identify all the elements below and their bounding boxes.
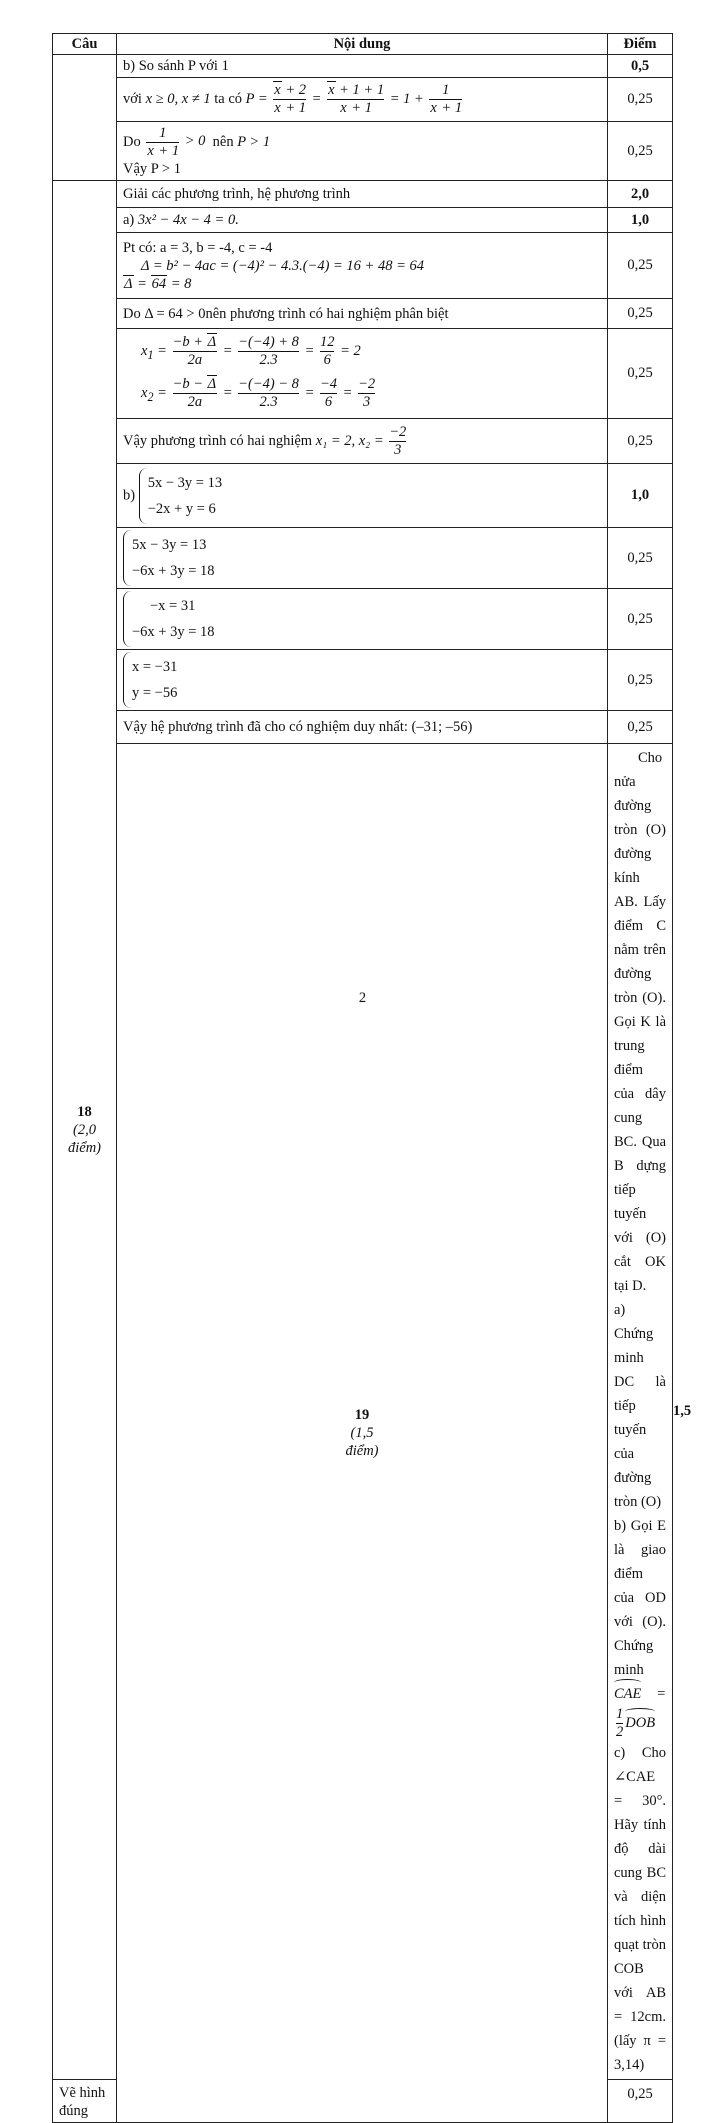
q18-sys4 — [117, 650, 608, 711]
q18-delta-positive: Do Δ = 64 > 0nên phương trình có hai nghiệm phân biệt — [117, 299, 608, 329]
q18-number-cell: 18 (2,0 điểm) — [53, 181, 117, 2080]
q18-roots: $x_1$ = $\frac{-b + \Delta}{2a}$ = $\frac{-(-4) + 8}{2.3}$ = $\frac{12}{6}$ = 2 $x_2$ = $\frac{-b - \Delta}{2a}$ = $\frac{-(-4) - 8}{2.3}$ = $\frac{-4}{6}$ = $\frac{-2}{3}$ — [117, 329, 608, 419]
q17-part-b-title: b) So sánh P với 1 — [117, 55, 608, 78]
q18-sys3-score: 0,25 — [608, 589, 673, 650]
page-number: 2 — [358, 990, 367, 1006]
q19-statement-cell — [608, 744, 673, 2080]
system-of-equations: 5x − 3y = 13 −6x + 3y = 18 — [123, 530, 215, 586]
col-question-header: Câu — [53, 34, 117, 55]
q19-number-cell: 19 (1,5 điểm) — [117, 744, 608, 2123]
q18-part-a-score: 1,0 — [608, 208, 673, 233]
q18-conclusion-a-score: 0,25 — [608, 419, 673, 464]
table-row — [53, 122, 673, 181]
system-of-equations: −x = 31 −6x + 3y = 18 — [123, 591, 215, 647]
q18-part-a: a) 3x² − 4x − 4 = 0. — [117, 208, 608, 233]
q18-delta-score: 0,25 — [608, 233, 673, 299]
table-row — [53, 208, 673, 233]
q18-sys2-score: 0,25 — [608, 528, 673, 589]
q17-part-b-score: 0,5 — [608, 55, 673, 78]
system-of-equations: 5x − 3y = 13 −2x + y = 6 — [139, 468, 222, 524]
q18-number: 18 — [77, 1104, 92, 1120]
q17-step2-score: 0,25 — [608, 122, 673, 181]
table-row — [53, 589, 673, 650]
table-row — [53, 650, 673, 711]
q18-part-b-score: 1,0 — [608, 464, 673, 528]
table-row — [53, 78, 673, 122]
q18-delta-calc: Pt có: a = 3, b = -4, c = -4 Δ = b² − 4ac = (−4)² − 4.3.(−4) = 16 + 48 = 64 Δ = 64 = 8 — [117, 233, 608, 299]
q18-intro-score: 2,0 — [608, 181, 673, 208]
table-row — [53, 55, 673, 78]
table-row — [53, 329, 673, 419]
q18-conclusion-a: Vậy phương trình có hai nghiệm x₁ = 2, x₂ = $\frac{-2}{3}$ — [117, 419, 608, 464]
q17-step1-score: 0,25 — [608, 78, 673, 122]
q17-step1: với x ≥ 0, x ≠ 1 ta có P = $\frac{x + 2}{x + 1}$ = $\frac{x + 1 + 1}{x + 1}$ = 1 + $\frac{1}{x + 1}$ — [117, 78, 608, 122]
q18-intro: Giải các phương trình, hệ phương trình — [117, 181, 608, 208]
q18-part-b: b) 5x − 3y = 13 −2x + y = 6 — [117, 464, 608, 528]
table-row — [53, 299, 673, 329]
table-row — [53, 181, 673, 208]
table-row — [53, 528, 673, 589]
q18-roots-score: 0,25 — [608, 329, 673, 419]
q19-part-a: a) Chứng minh DC là tiếp tuyến của đường tròn (O) — [614, 1302, 666, 1510]
q17-conclusion: Vậy P > 1 — [123, 160, 181, 177]
q18-sys2 — [117, 528, 608, 589]
table-row: 19 (1,5 điểm) Cho nửa đường tròn (O) đường kính AB. Lấy điểm C nằm trên đường tròn (O). Gọi K là trung điểm của dây cung BC. Qua B dựng tiếp tuyến với (O) cắt OK tại D. a) Chứng minh DC là tiếp tuyến của đường tròn (O) b) Gọi E là giao điểm của OD với (O). Chứng minh CAE = $\frac{1}{2}$ DOB c) Cho ∠CAE = 30°. Hãy tính độ dài cung BC và diện tích hình quạt tròn COB với AB = 12cm. (lấy π = 3,14) 1,5 — [53, 744, 673, 2080]
table-header-row — [53, 34, 673, 55]
q17-step1-condition: x ≥ 0, x ≠ 1 — [145, 90, 211, 107]
col-score-header: Điểm — [608, 34, 673, 55]
q19-drawing: Vẽ hình đúng — [53, 2080, 117, 2123]
table-row — [53, 233, 673, 299]
q18-conclusion-b: Vậy hệ phương trình đã cho có nghiệm duy nhất: (–31; –56) — [117, 711, 608, 744]
q18-delta-positive-score: 0,25 — [608, 299, 673, 329]
system-of-equations: x = −31 y = −56 — [123, 652, 177, 708]
q19-part-c: c) Cho ∠CAE = 30°. Hãy tính độ dài cung BC và diện tích hình quạt tròn COB với AB = 12cm. (lấy π = 3,14) — [614, 1745, 666, 2073]
table-row — [53, 711, 673, 744]
q17-step2: Do $\frac{1}{x + 1}$ > 0 nên P > 1 Vậy P > 1 — [117, 122, 608, 181]
q17-number-cell — [53, 55, 117, 181]
q18-conclusion-b-score: 0,25 — [608, 711, 673, 744]
q17-p-formula: P = $\frac{x + 2}{x + 1}$ = $\frac{x + 1 + 1}{x + 1}$ = 1 + $\frac{1}{x + 1}$ — [245, 82, 463, 116]
q19-drawing-score: 0,25 — [608, 2080, 673, 2123]
grading-table — [52, 33, 692, 2123]
q18-sys4-score: 0,25 — [608, 650, 673, 711]
q19-number: 19 — [354, 1407, 370, 1423]
table-row — [53, 464, 673, 528]
q18-sys3 — [117, 589, 608, 650]
col-content-header: Nội dung — [117, 34, 608, 55]
table-row — [53, 419, 673, 464]
q19-part-b: b) Gọi E là giao điểm của OD với (O). Chứng minh CAE = $\frac{1}{2}$ DOB — [614, 1518, 666, 1740]
q19-statement: Cho nửa đường tròn (O) đường kính AB. Lấy điểm C nằm trên đường tròn (O). Gọi K là trung điểm của dây cung BC. Qua B dựng tiếp tuyến với (O) cắt OK tại D. — [614, 750, 666, 1294]
